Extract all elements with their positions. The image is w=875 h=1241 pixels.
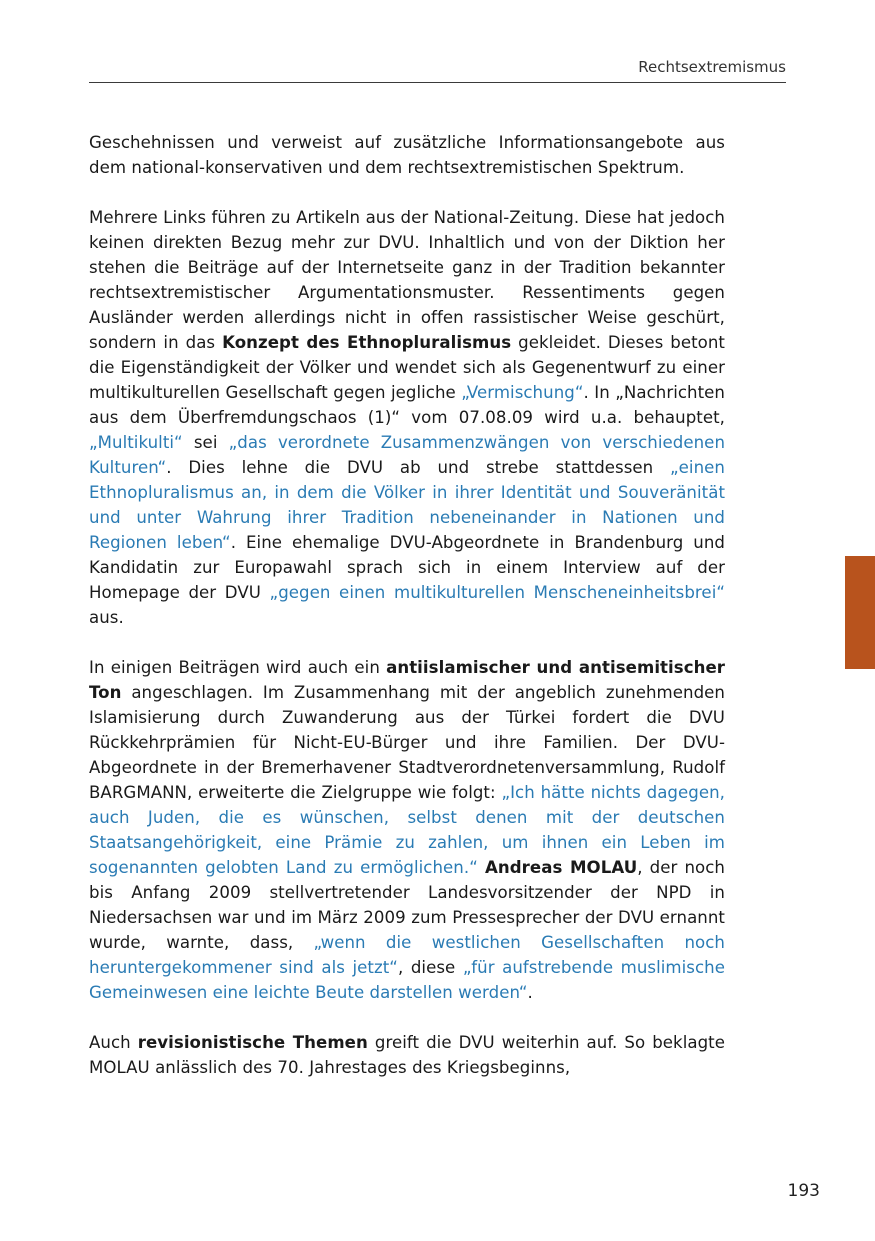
quotation: „wenn die westlichen Gesellschaften noch heruntergekommener sind als jetzt“ bbox=[89, 933, 726, 977]
running-header: Rechtsextremismus bbox=[89, 58, 786, 83]
paragraph bbox=[89, 205, 725, 630]
quotation: „gegen einen multikulturellen Menscheneinheitsbrei“ bbox=[269, 583, 726, 602]
paragraph bbox=[89, 655, 725, 1005]
quotation: „für aufstrebende muslimische Gemeinwesen eine leichte Beute darstellen werden“ bbox=[89, 958, 726, 1002]
body-text bbox=[89, 130, 725, 1105]
text-run: . Dies lehne die DVU ab und strebe stattdessen bbox=[166, 458, 671, 477]
text-run: sei bbox=[182, 433, 229, 452]
page-number: 193 bbox=[787, 1181, 820, 1201]
quotation: „einen Ethnopluralismus an, in dem die Völker in ihrer Identität und Souveränität und unter Wahrung ihrer Tradition nebeneinander in Nationen und Regionen leben“ bbox=[89, 458, 725, 552]
quotation: „Vermischung“ bbox=[461, 383, 584, 402]
chapter-thumb-tab bbox=[845, 556, 875, 669]
text-run: . bbox=[527, 983, 533, 1002]
quotation: „das verordnete Zusammenzwängen von verschiedenen Kulturen“ bbox=[89, 433, 726, 477]
text-run: , diese bbox=[397, 958, 463, 977]
text-run: In einigen Beiträgen wird auch ein bbox=[89, 658, 387, 677]
quotation: „Multikulti“ bbox=[89, 433, 183, 452]
text-run: Geschehnissen und verweist auf zusätzliche Informationsangebote aus dem national-konservativen und dem rechtsextremistischen Spektrum. bbox=[89, 133, 725, 177]
text-run: . In „Nachrichten aus dem Überfremdungschaos (1)“ vom 07.08.09 wird u.a. behauptet, bbox=[89, 383, 725, 427]
quotation: „Ich hätte nichts dagegen, auch Juden, die es wünschen, selbst denen mit der deutschen Staatsangehörigkeit, eine Prämie zu zahlen, um ihnen ein Leben im sogenannten gelobten Land zu ermöglichen.“ bbox=[89, 783, 725, 877]
bold-term: Konzept des Ethnopluralismus bbox=[222, 333, 512, 352]
text-run bbox=[478, 858, 485, 877]
paragraph bbox=[89, 1030, 725, 1080]
text-run: aus. bbox=[89, 608, 124, 627]
paragraph bbox=[89, 130, 725, 180]
bold-term: antiislamischer und antisemitischer Ton bbox=[89, 658, 725, 702]
text-run: gekleidet. Dieses betont die Eigenständigkeit der Völker und wendet sich als Gegenentwurf zu einer multikulturellen Gesellschaft gegen jegliche bbox=[89, 333, 725, 402]
text-run: angeschlagen. Im Zusammenhang mit der angeblich zunehmenden Islamisierung durch Zuwanderung aus der Türkei fordert die DVU Rückkehrprämien für Nicht-EU-Bürger und ihre Familien. Der DVU-Abgeordnete in der Bremerhavener Stadtverordnetenversammlung, Rudolf BARGMANN, erweiterte die Zielgruppe wie folgt: bbox=[89, 683, 725, 802]
text-run: . Eine ehemalige DVU-Abgeordnete in Brandenburg und Kandidatin zur Europawahl sprach sich in einem Interview auf der Homepage der DVU bbox=[89, 533, 725, 602]
text-run: , der noch bis Anfang 2009 stellvertretender Landesvorsitzender der NPD in Niedersachsen war und im März 2009 zum Pressesprecher der DVU ernannt wurde, warnte, dass, bbox=[89, 858, 726, 952]
bold-term: Andreas MOLAU bbox=[484, 858, 638, 877]
text-run: greift die DVU weiterhin auf. So beklagte MOLAU anlässlich des 70. Jahrestages des Kriegsbeginns, bbox=[89, 1033, 725, 1077]
text-run: Auch bbox=[89, 1033, 138, 1052]
text-run: Mehrere Links führen zu Artikeln aus der National-Zeitung. Diese hat jedoch keinen direkten Bezug mehr zur DVU. Inhaltlich und von der Diktion her stehen die Beiträge auf der Internetseite ganz in der Tradition bekannter rechtsextremistischer Argumentationsmuster. Ressentiments gegen Ausländer werden allerdings nicht in offen rassistischer Weise geschürt, sondern in das bbox=[89, 208, 725, 352]
bold-term: revisionistische Themen bbox=[137, 1033, 368, 1052]
